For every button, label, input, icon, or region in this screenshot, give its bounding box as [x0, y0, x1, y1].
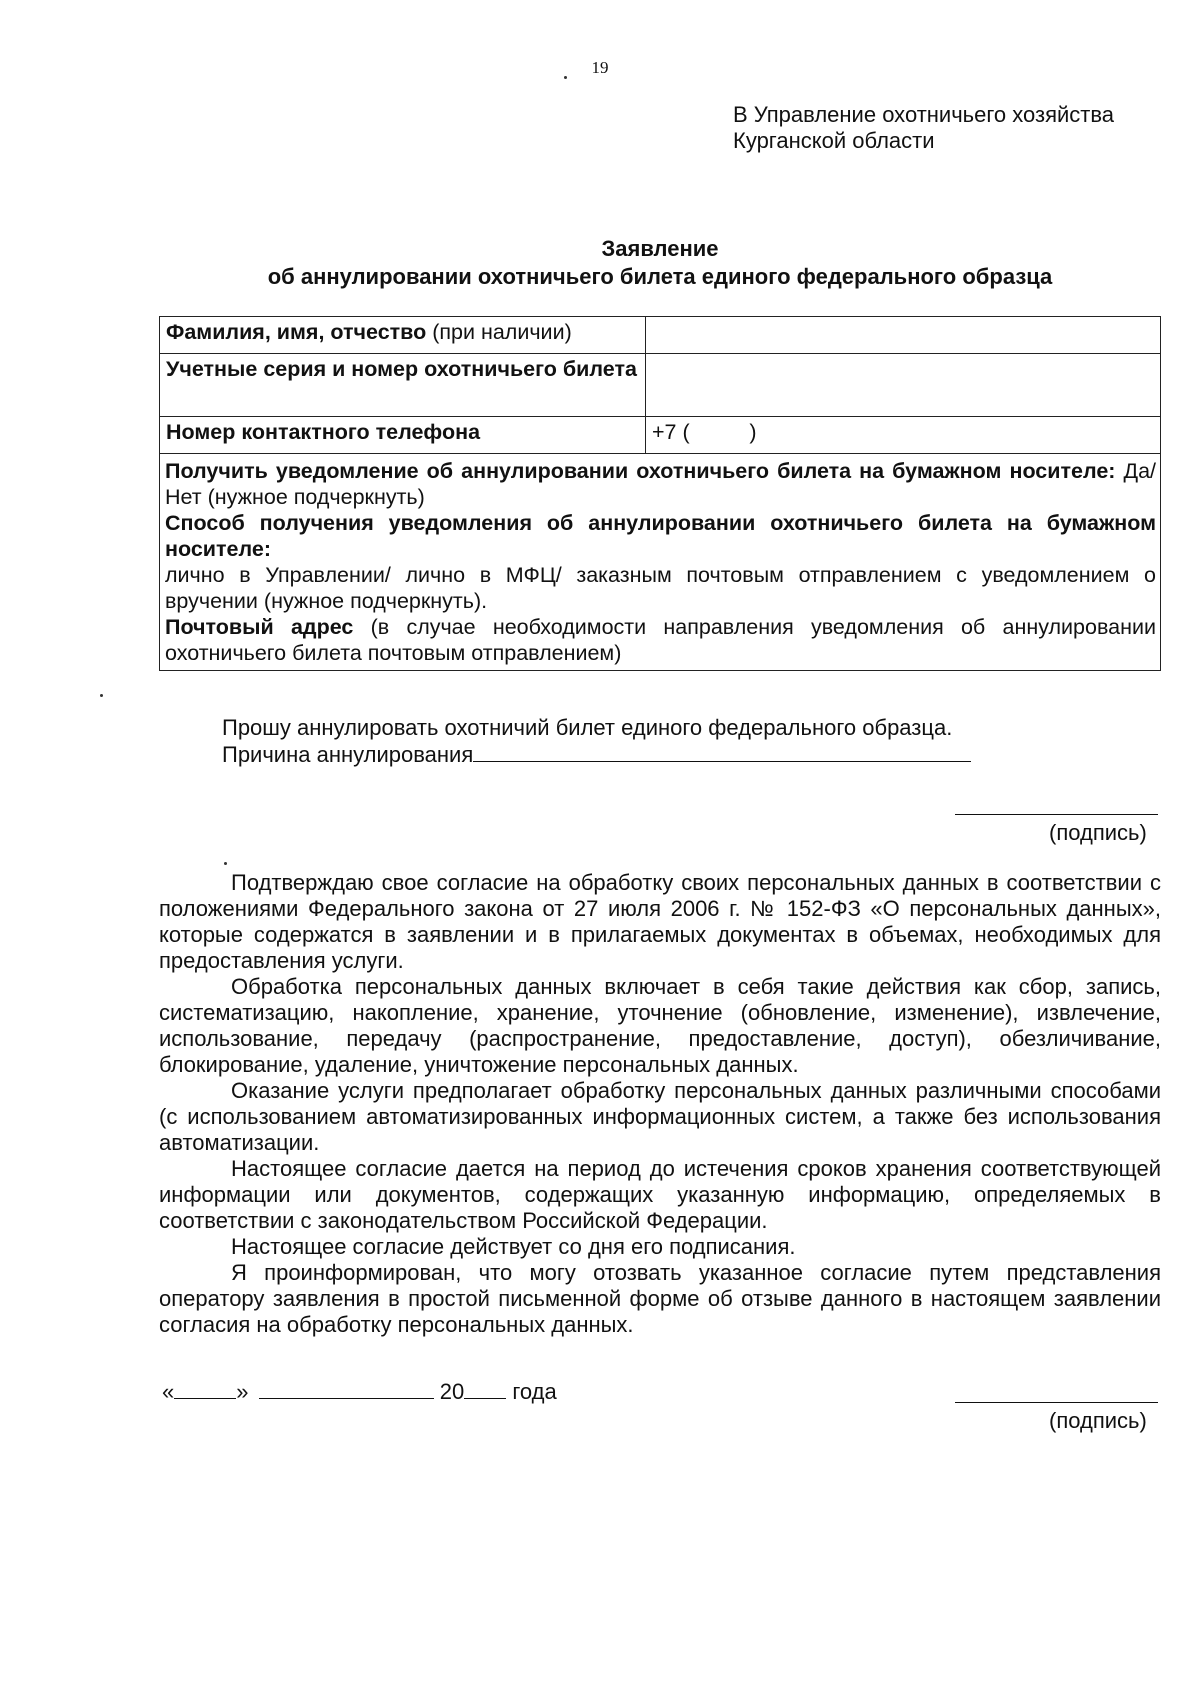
phone-value-field[interactable]	[646, 417, 1161, 454]
notification-cell	[160, 454, 1161, 671]
date-open-quote: «	[162, 1379, 175, 1404]
method-options[interactable]: лично в Управлении/ лично в МФЦ/ заказным почтовым отправлением с уведомлением о вручении (нужное подчеркнуть).	[165, 563, 1156, 613]
notify-answers[interactable]: Да/ Нет (нужное подчеркнуть)	[165, 459, 1156, 509]
page-number: 19	[591, 58, 609, 77]
consent-paragraph: Настоящее согласие действует со дня его подписания.	[231, 1234, 796, 1259]
year-prefix: 20	[439, 1379, 465, 1404]
date-row	[162, 1378, 557, 1405]
year-suffix: года	[506, 1379, 557, 1404]
title-line-1: Заявление	[601, 236, 719, 261]
month-input-line[interactable]	[259, 1378, 434, 1399]
consent-paragraph: Подтверждаю свое согласие на обработку своих персональных данных в соответствии с положениями Федерального закона от 27 июля 2006 г. № 152-ФЗ «О персональных данных», которые содержатся в заявлении и в прилагаемых документах в объемах, необходимых для предоставления услуги.	[159, 870, 1161, 973]
ticket-label: Учетные серия и номер охотничьего билета	[160, 354, 646, 417]
signature-line-1[interactable]	[955, 814, 1158, 815]
consent-paragraph: Я проинформирован, что могу отозвать указанное согласие путем представления оператору заявления в простой письменной форме об отзыве данного в настоящем заявлении согласия на обработку персональных данных.	[159, 1260, 1161, 1337]
application-form-table	[159, 316, 1161, 671]
document-title	[160, 235, 1160, 291]
addressee-line-1: В Управление охотничьего хозяйства	[733, 102, 1115, 127]
ticket-value-field[interactable]	[646, 354, 1161, 417]
title-line-2: об аннулировании охотничьего билета единого федерального образца	[267, 264, 1053, 289]
scan-speck	[100, 694, 103, 697]
phone-label: Номер контактного телефона	[160, 417, 646, 454]
consent-paragraph: Настоящее согласие дается на период до истечения сроков хранения соответствующей информации или документов, содержащих указанную информацию, определяемых в соответствии с законодательством Российской Федерации.	[159, 1156, 1161, 1233]
scan-speck	[224, 862, 227, 865]
signature-label-2: (подпись)	[1049, 1408, 1147, 1433]
year-input-line[interactable]	[464, 1378, 506, 1399]
day-input-line[interactable]	[174, 1378, 236, 1399]
reason-label: Причина аннулирования	[222, 742, 474, 767]
postal-address-label: Почтовый адрес	[165, 615, 354, 639]
addressee-line-2: Курганской области	[733, 128, 935, 153]
fio-label-cell	[160, 317, 646, 354]
postal-address	[165, 614, 1156, 666]
notify-question: Получить уведомление об аннулировании охотничьего билета на бумажном носителе:	[165, 459, 1116, 483]
phone-prefix: +7 ( )	[652, 420, 757, 444]
signature-line-2[interactable]	[955, 1402, 1158, 1403]
request-text: Прошу аннулировать охотничий билет единого федерального образца.	[222, 715, 953, 740]
signature-label-1: (подпись)	[1049, 820, 1147, 845]
postal-address-note: (в случае необходимости направления уведомления об аннулировании охотничьего билета почтовым отправлением)	[165, 615, 1156, 665]
request-block	[222, 715, 1022, 768]
form-row-notification	[160, 454, 1161, 671]
consent-paragraph: Оказание услуги предполагает обработку персональных данных различными способами (с использованием автоматизированных информационных систем, а также без использования автоматизации.	[159, 1078, 1161, 1155]
form-row-ticket	[160, 354, 1161, 417]
fio-label: Фамилия, имя, отчество	[166, 320, 427, 344]
date-close-quote: »	[236, 1379, 249, 1404]
consent-paragraph: Обработка персональных данных включает в себя такие действия как сбор, запись, систематизацию, накопление, хранение, уточнение (обновление, изменение), извлечение, использование, передачу (распространение, предоставление, доступ), обезличивание, блокирование, удаление, уничтожение персональных данных.	[159, 974, 1161, 1077]
method-question: Способ получения уведомления об аннулировании охотничьего билета на бумажном носителе:	[165, 511, 1156, 561]
form-row-fio	[160, 317, 1161, 354]
fio-label-note: (при наличии)	[426, 320, 572, 344]
fio-value-field[interactable]	[646, 317, 1161, 354]
notify-option	[165, 458, 1156, 510]
scan-speck	[564, 76, 567, 79]
reason-row	[222, 741, 1022, 768]
consent-text	[159, 870, 1161, 1338]
form-row-phone	[160, 417, 1161, 454]
addressee-block	[733, 102, 1114, 154]
reason-input-line[interactable]	[473, 741, 971, 762]
